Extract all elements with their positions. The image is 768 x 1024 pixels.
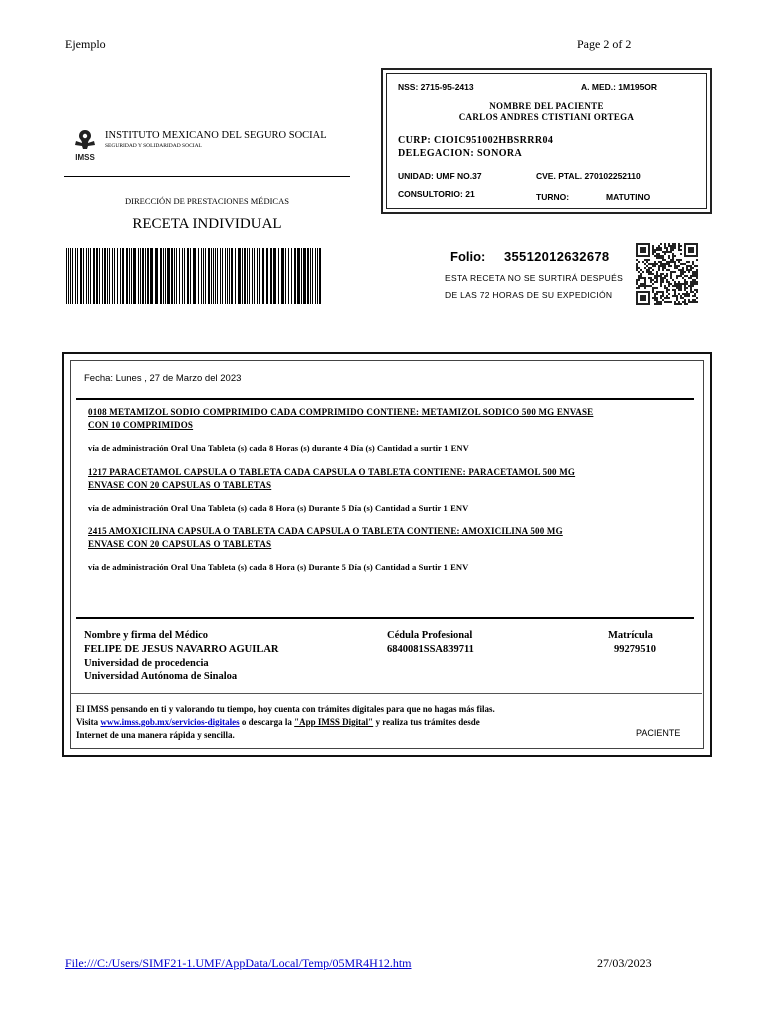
turno-label: TURNO:: [536, 192, 570, 202]
doc-title: RECETA INDIVIDUAL: [132, 216, 282, 232]
header-divider: [64, 176, 350, 177]
direction-title: DIRECCIÓN DE PRESTACIONES MÉDICAS: [125, 196, 289, 206]
page-footer-path: [65, 956, 412, 971]
note-line-1: El IMSS pensando en ti y valorando tu tiempo, hoy cuenta con trámites digitales para que no hagas más filas.: [76, 704, 495, 714]
page-header-left: Ejemplo: [65, 37, 106, 51]
medication-item: [88, 466, 648, 491]
patient-name-label: NOMBRE DEL PACIENTE: [489, 101, 604, 111]
doctor-name-label: Nombre y firma del Médico: [84, 630, 209, 641]
file-path-link[interactable]: File:///C:/Users/SIMF21-1.UMF/AppData/Local/Temp/05MR4H12.htm: [65, 956, 412, 970]
medications-divider: [76, 617, 694, 619]
patient-info-inner-frame: [386, 73, 707, 209]
patient-info-box: [381, 68, 712, 214]
imss-logo-icon: [70, 128, 100, 162]
prescription-date: Fecha: Lunes , 27 de Marzo del 2023: [84, 373, 242, 384]
medication-dosage: vía de administración Oral Una Tableta (s) cada 8 Horas (s) durante 4 Día (s) Cantidad a surtir 1 ENV: [88, 443, 469, 453]
folio-number: 35512012632678: [504, 249, 610, 264]
imss-logo-text: IMSS: [75, 153, 95, 162]
delegacion: DELEGACION: SONORA: [398, 148, 523, 159]
copy-label: PACIENTE: [636, 728, 681, 738]
cedula-label: Cédula Profesional: [387, 630, 473, 641]
folio-notice-1: ESTA RECETA NO SE SURTIRÁ DESPUÉS: [445, 273, 624, 283]
note-visit-prefix: Visita: [76, 717, 101, 727]
imss-app-link[interactable]: "App IMSS Digital": [294, 717, 374, 727]
doctor-divider: [70, 693, 702, 694]
note-middle: o descarga la: [239, 717, 295, 727]
doctor-name: FELIPE DE JESUS NAVARRO AGUILAR: [84, 644, 279, 655]
medication-item: [88, 406, 648, 431]
unidad: UNIDAD: UMF NO.37: [398, 171, 482, 181]
cve-ptal: CVE. PTAL. 270102252110: [536, 171, 641, 181]
nss: NSS: 2715-95-2413: [398, 82, 474, 92]
folio-notice-2: DE LAS 72 HORAS DE SU EXPEDICIÓN: [445, 290, 613, 300]
institution-name: INSTITUTO MEXICANO DEL SEGURO SOCIAL: [105, 130, 327, 141]
medication-dosage: vía de administración Oral Una Tableta (s) cada 8 Hora (s) Durante 5 Día (s) Cantidad a Surtir 1 ENV: [88, 562, 469, 572]
university: Universidad Autónoma de Sinaloa: [84, 671, 238, 682]
medication-title-line: 1217 PARACETAMOL CAPSULA O TABLETA CADA CAPSULA O TABLETA CONTIENE: PARACETAMOL 500 MG: [88, 467, 576, 477]
turno: MATUTINO: [606, 192, 651, 202]
page-footer-date: 27/03/2023: [597, 956, 652, 970]
digital-services-note: [76, 703, 495, 742]
cedula: 6840081SSA839711: [387, 644, 474, 655]
medication-dosage: vía de administración Oral Una Tableta (s) cada 8 Hora (s) Durante 5 Día (s) Cantidad a Surtir 1 ENV: [88, 503, 469, 513]
a-med: A. MED.: 1M195OR: [581, 82, 658, 92]
curp: CURP: CIOIC951002HBSRRR04: [398, 135, 554, 146]
matricula-label: Matrícula: [608, 630, 653, 641]
imss-services-link[interactable]: www.imss.gob.mx/servicios-digitales: [100, 717, 240, 727]
matricula: 99279510: [614, 644, 656, 655]
qr-code-icon: [634, 243, 700, 305]
medication-title-line: ENVASE CON 20 CAPSULAS O TABLETAS: [88, 479, 272, 490]
medication-title-line: CON 10 COMPRIMIDOS: [88, 419, 194, 430]
note-suffix: y realiza tus trámites desde: [373, 717, 480, 727]
consultorio: CONSULTORIO: 21: [398, 189, 475, 199]
medication-title-line: 2415 AMOXICILINA CAPSULA O TABLETA CADA CAPSULA O TABLETA CONTIENE: AMOXICILINA 500 MG: [88, 526, 563, 536]
note-line-3: Internet de una manera rápida y sencilla.: [76, 730, 235, 740]
university-label: Universidad de procedencia: [84, 658, 209, 669]
date-divider: [76, 398, 694, 400]
medication-title-line: 0108 METAMIZOL SODIO COMPRIMIDO CADA COMPRIMIDO CONTIENE: METAMIZOL SODICO 500 MG ENVASE: [88, 407, 594, 417]
note-line-2: [76, 716, 495, 729]
medication-title-line: ENVASE CON 20 CAPSULAS O TABLETAS: [88, 538, 272, 549]
patient-name: CARLOS ANDRES CTISTIANI ORTEGA: [458, 112, 635, 122]
page-header-right: Page 2 of 2: [577, 37, 632, 51]
institution-subtitle: SEGURIDAD Y SOLIDARIDAD SOCIAL: [105, 143, 202, 149]
barcode-icon: [66, 248, 324, 304]
folio-label: Folio:: [450, 249, 486, 264]
medication-item: [88, 525, 648, 550]
